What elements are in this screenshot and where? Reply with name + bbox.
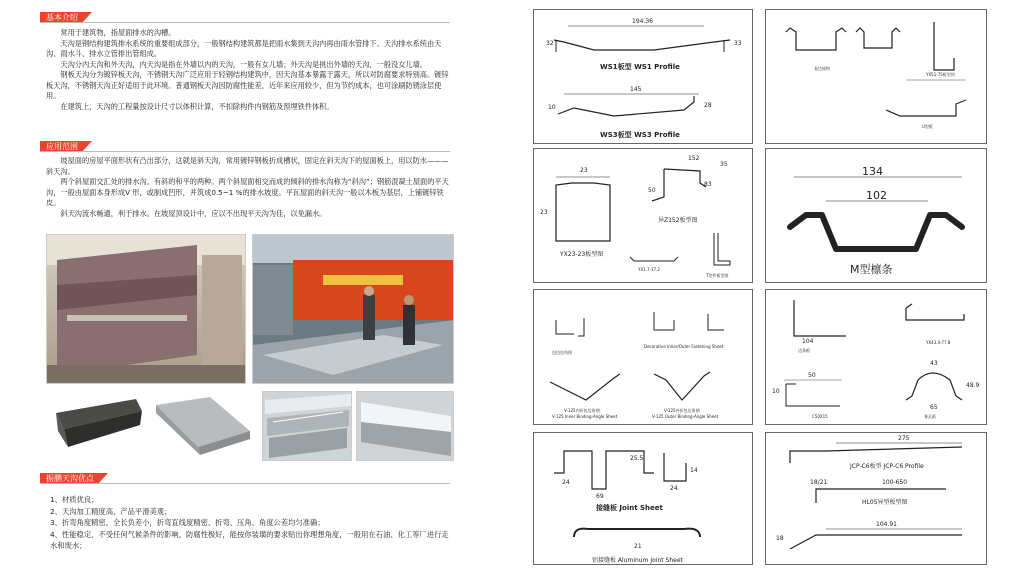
intro-paragraph: 天沟是钢结构建筑排水系统的重要组成部分，一般钢结构建筑都是把雨水集到天沟内再由雨水管排下。天沟排水系统由天沟、雨水斗、排水立管排出管组成。 bbox=[46, 38, 442, 58]
dimension-label: 48.9 bbox=[966, 382, 980, 389]
panel-binding-angle-sheets bbox=[533, 289, 753, 425]
product-photo-gutter-2 bbox=[150, 391, 256, 461]
intro-paragraph: 在建筑上，天沟的工程量按设计尺寸以体积计算，不扣除构件内钢筋及预埋铁件体积。 bbox=[60, 101, 334, 111]
dimension-label: 102 bbox=[866, 189, 887, 202]
dimension-label: 275 bbox=[898, 435, 910, 442]
application-paragraph: 坡屋面的房屋平面形状有凸出部分，这就是斜天沟，常用镀锌钢板折成槽状，固定在斜天沟下的屋面板上，用以防水———斜天沟。 bbox=[46, 156, 449, 176]
product-photo-gutter-channel bbox=[356, 391, 454, 461]
profile-caption: YX1.7-17.2 bbox=[638, 267, 660, 272]
dimension-label: 194.36 bbox=[632, 18, 653, 25]
dimension-label: 43 bbox=[930, 360, 938, 367]
profile-caption: 脊瓦板 bbox=[924, 414, 936, 419]
dimension-label: 134 bbox=[862, 165, 883, 178]
dimension-label: 104.91 bbox=[876, 521, 897, 528]
profile-caption: C50X15 bbox=[812, 414, 828, 419]
dimension-label: 10 bbox=[548, 104, 556, 111]
profile-title: 异Z152板型图 bbox=[658, 217, 698, 224]
dimension-label: 10 bbox=[772, 388, 780, 395]
profile-caption: 包边包角图 bbox=[552, 350, 572, 355]
dimension-label: 50 bbox=[648, 187, 656, 194]
profile-caption: 卷边规格 bbox=[814, 66, 830, 71]
profile-caption: YX43.4-77.8 bbox=[926, 340, 951, 345]
dimension-label: 100-650 bbox=[882, 479, 908, 486]
dimension-label: 145 bbox=[630, 86, 642, 93]
divider bbox=[40, 483, 450, 484]
list-item: 1、材质优良； bbox=[50, 495, 99, 504]
profile-caption: V-125 Inner Binding-Angle Sheet bbox=[552, 414, 618, 419]
profile-caption: 边条板 bbox=[798, 348, 810, 353]
section-advantages-heading: 振鹏天沟优点 bbox=[40, 473, 98, 484]
dimension-label: 18 bbox=[776, 535, 784, 542]
application-paragraph: 斜天沟流水畅通，利于排水。在坡屋顶设计中，应以不出现平天沟为佳，以免漏水。 bbox=[60, 208, 327, 218]
dimension-label: 24 bbox=[562, 479, 570, 486]
dimension-label: 24 bbox=[670, 485, 678, 492]
profile-caption: V-125内折包边角钢 bbox=[564, 408, 600, 413]
profile-title: WS3板型 WS3 Profile bbox=[600, 131, 680, 139]
dimension-label: 32 bbox=[546, 40, 554, 47]
panel-ws-profiles bbox=[533, 9, 753, 144]
dimension-label: 35 bbox=[720, 161, 728, 168]
intro-paragraph: 常用于建筑物，指屋面排水的沟槽。 bbox=[60, 28, 176, 37]
factory-photo-shearing-machine bbox=[252, 234, 454, 384]
dimension-label: 104 bbox=[802, 338, 814, 345]
section-intro-heading: 基本介绍 bbox=[40, 12, 82, 23]
dimension-label: 25.5 bbox=[630, 455, 644, 462]
product-photo-gutter-1 bbox=[50, 391, 146, 461]
panel-m-purlin bbox=[765, 148, 987, 283]
dimension-label: 69 bbox=[596, 493, 604, 500]
dimension-label: 23 bbox=[580, 167, 588, 174]
panel-joint-sheets bbox=[533, 432, 753, 565]
application-paragraph: 两个斜屋面交汇处的排水沟。有斜的和平的两种。两个斜屋面相交而成的倾斜的排水沟称为“斜沟”；钢筋混凝土屋面的平天沟，一般由屋面本身形成V 形，或制成凹形，并筑成0.5~1 %的排水坡度。平瓦屋面的斜天沟一般以木板为基层，上铺镀锌铁皮。 bbox=[46, 177, 449, 207]
profile-title: 接缝板 Joint Sheet bbox=[596, 504, 663, 512]
list-item: 3、折弯角度精密，全长负差小，折弯直线度精密、折弯、压角、角度公差均匀准确； bbox=[50, 518, 325, 527]
intro-paragraph: 天沟分内天沟和外天沟，内天沟是指在外墙以内的天沟，一般有女儿墙；外天沟是挑出外墙的天沟，一般没女儿墙。 bbox=[60, 59, 427, 69]
panel-channel-profiles bbox=[765, 9, 987, 144]
divider bbox=[40, 151, 450, 152]
product-photo-gutter-stack bbox=[262, 391, 352, 461]
panel-yx-z-profiles bbox=[533, 148, 753, 283]
dimension-label: 28 bbox=[704, 102, 712, 109]
list-item: 2、天沟加工精度高，产品平滑美观； bbox=[50, 506, 172, 516]
list-item: 4、性能稳定、不受任何气候条件的影响，防腐性极好，能按你装璜的要求贴出你理想角度，一般用在石油、化工等厂进行走水和废水； bbox=[50, 529, 449, 550]
profile-title: M型檩条 bbox=[850, 263, 893, 276]
factory-photo-press-brake bbox=[46, 234, 246, 384]
dimension-label: 14 bbox=[690, 467, 698, 474]
profile-caption: V-125 Outer Binding-Angle Sheet bbox=[652, 414, 719, 419]
profile-caption: U型板 bbox=[922, 124, 933, 129]
section-application-heading: 应用范围 bbox=[40, 141, 82, 152]
dimension-label: 152 bbox=[688, 155, 700, 162]
profile-title: 铝接缝板 Aluminum Joint Sheet bbox=[592, 557, 683, 564]
intro-text bbox=[46, 28, 454, 112]
profile-caption: T型件板型图 bbox=[706, 273, 729, 278]
profile-caption: V-125外折包边角钢 bbox=[664, 408, 700, 413]
intro-paragraph: 钢板天沟分为镀锌板天沟，不锈钢天沟广泛应用于轻钢结构建筑中，因天沟基本暴露于露天，所以对防腐要求特别高。镀锌板天沟，不锈钢天沟正好适用于此环境。普通钢板天沟因防腐性能差，近年来应用较少，但为节约成本，也可涂刷防锈涂层使用。 bbox=[46, 70, 449, 100]
left-column bbox=[0, 0, 460, 570]
dimension-label: 21 bbox=[634, 543, 642, 550]
divider bbox=[40, 22, 450, 23]
profile-title: YX23-23板型图 bbox=[560, 251, 604, 258]
dimension-label: 50 bbox=[808, 372, 816, 379]
panel-jcp-hl05 bbox=[765, 432, 987, 565]
dimension-label: 33 bbox=[734, 40, 742, 47]
dimension-label: 83 bbox=[704, 181, 712, 188]
profile-caption: YX51-75板型图 bbox=[926, 72, 955, 77]
panel-edge-c-ridge bbox=[765, 289, 987, 425]
dimension-label: 65 bbox=[930, 404, 938, 411]
profile-caption: Decorative Inner/Outer Fastening Sheet bbox=[644, 344, 724, 349]
profile-title: HL05异型板型图 bbox=[862, 499, 908, 506]
application-text bbox=[46, 156, 454, 219]
dimension-label: 18/21 bbox=[810, 479, 828, 486]
dimension-label: 23 bbox=[540, 209, 548, 216]
profile-title: WS1板型 WS1 Profile bbox=[600, 63, 680, 71]
profile-title: JCP-C6板型 JCP-C6 Profile bbox=[850, 463, 924, 470]
advantages-list bbox=[50, 494, 455, 552]
